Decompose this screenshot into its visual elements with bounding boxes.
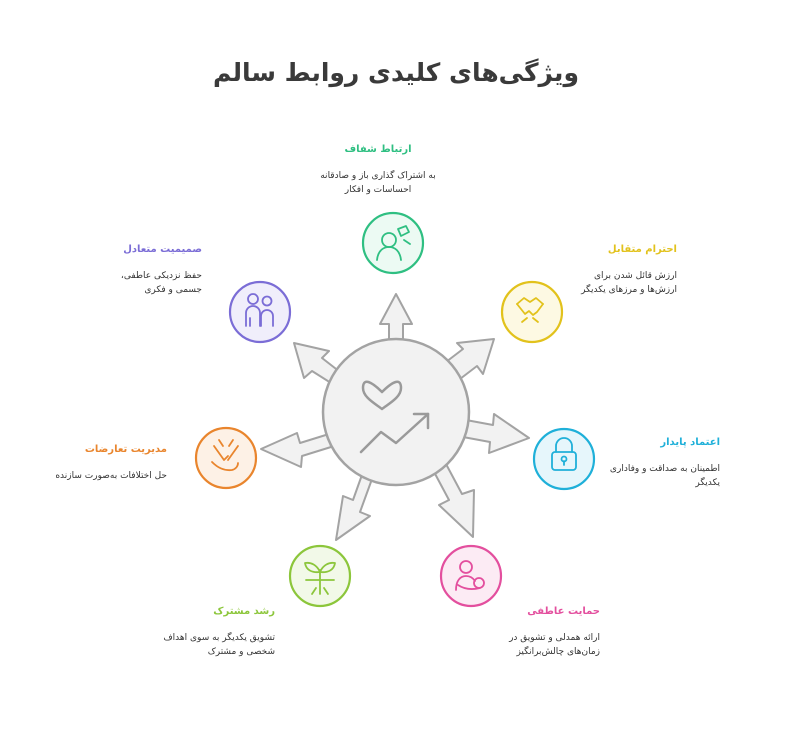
node-mutual-respect bbox=[502, 282, 562, 342]
arrow-down-left bbox=[336, 472, 372, 540]
node-balanced-intimacy bbox=[230, 282, 290, 342]
node-shared-growth bbox=[290, 546, 350, 606]
label-title: اعتماد پایدار bbox=[660, 437, 720, 448]
label-title: مدیریت تعارضات bbox=[84, 444, 167, 455]
label-emotional-support bbox=[485, 606, 600, 659]
label-mutual-respect bbox=[567, 244, 677, 297]
label-desc: حل اختلافات به‌صورت سازنده bbox=[55, 471, 167, 481]
arrow-down-right bbox=[433, 464, 474, 537]
central-hub bbox=[323, 339, 469, 485]
node-conflict-management bbox=[196, 428, 256, 488]
node-emotional-support bbox=[441, 546, 501, 606]
label-balanced-intimacy bbox=[102, 244, 202, 297]
arrow-up bbox=[380, 294, 412, 345]
label-title: رشد مشترک bbox=[213, 606, 275, 617]
label-desc: ارزش قائل شدن برای ارزش‌ها و مرزهای یکدیگر bbox=[581, 271, 677, 295]
page-title: ویژگی‌های کلیدی روابط سالم bbox=[213, 58, 579, 87]
arrow-left bbox=[261, 433, 331, 467]
label-desc: ارائه همدلی و تشویق در زمان‌های چالش‌برانگیز bbox=[509, 633, 600, 657]
label-conflict-management bbox=[42, 444, 167, 483]
label-shared-growth bbox=[160, 606, 275, 659]
label-desc: اطمینان به صداقت و وفاداری یکدیگر bbox=[609, 464, 720, 488]
label-lasting-trust bbox=[595, 437, 720, 490]
label-title: حمایت عاطفی bbox=[527, 606, 600, 617]
label-title: ارتباط شفاف bbox=[344, 144, 412, 155]
label-transparent-communication bbox=[308, 144, 448, 197]
label-desc: به اشتراک گذاری باز و صادقانه احساسات و افکار bbox=[320, 171, 436, 195]
node-transparent-communication bbox=[363, 213, 423, 273]
label-desc: تشویق یکدیگر به سوی اهداف شخصی و مشترک bbox=[163, 633, 275, 657]
arrow-right bbox=[463, 414, 529, 453]
node-lasting-trust bbox=[534, 429, 594, 489]
label-desc: حفظ نزدیکی عاطفی، جسمی و فکری bbox=[120, 271, 202, 295]
label-title: صمیمیت متعادل bbox=[123, 244, 202, 255]
label-title: احترام متقابل bbox=[607, 244, 677, 255]
